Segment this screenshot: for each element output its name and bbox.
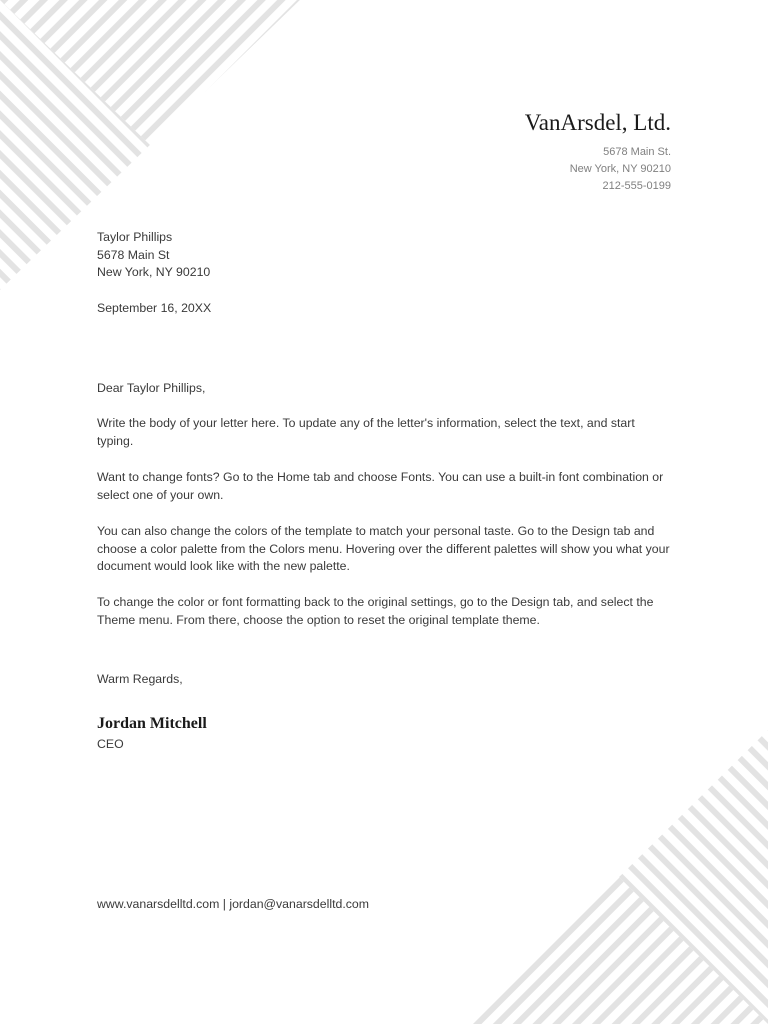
decorative-stripe-pattern-bottom-right: [470, 730, 768, 1024]
closing: Warm Regards,: [97, 672, 183, 686]
footer-contact-info: www.vanarsdelltd.com | jordan@vanarsdelltd.com: [97, 897, 369, 911]
recipient-city: New York, NY 90210: [97, 265, 211, 280]
body-paragraph-3: You can also change the colors of the template to match your personal taste. Go to the Design tab and choose a color palette from the Colors menu. Hovering over the different palettes will show you what your document would look like with the new palette.: [97, 524, 670, 574]
recipient-street: 5678 Main St: [97, 247, 170, 262]
company-address: [570, 144, 671, 195]
body-paragraph-2: Want to change fonts? Go to the Home tab and choose Fonts. You can use a built-in font combination or select one of your own.: [97, 470, 664, 502]
recipient-name: Taylor Phillips: [97, 230, 173, 244]
company-phone: 212-555-0199: [602, 180, 671, 192]
recipient-address: [97, 229, 672, 282]
salutation: Dear Taylor Phillips,: [97, 381, 206, 395]
letter-date: September 16, 20XX: [97, 301, 212, 315]
company-city: New York, NY 90210: [569, 163, 671, 175]
company-name: VanArsdel, Ltd.: [524, 110, 671, 135]
company-street: 5678 Main St.: [603, 146, 671, 158]
signature-name: Jordan Mitchell: [97, 715, 207, 732]
body-paragraph-1: Write the body of your letter here. To update any of the letter's information, select the text, and start typing.: [97, 416, 635, 448]
body-paragraph-4: To change the color or font formatting back to the original settings, go to the Design tab, and select the Theme menu. From there, choose the option to reset the original template theme.: [97, 595, 654, 627]
signature-title: CEO: [97, 737, 124, 751]
